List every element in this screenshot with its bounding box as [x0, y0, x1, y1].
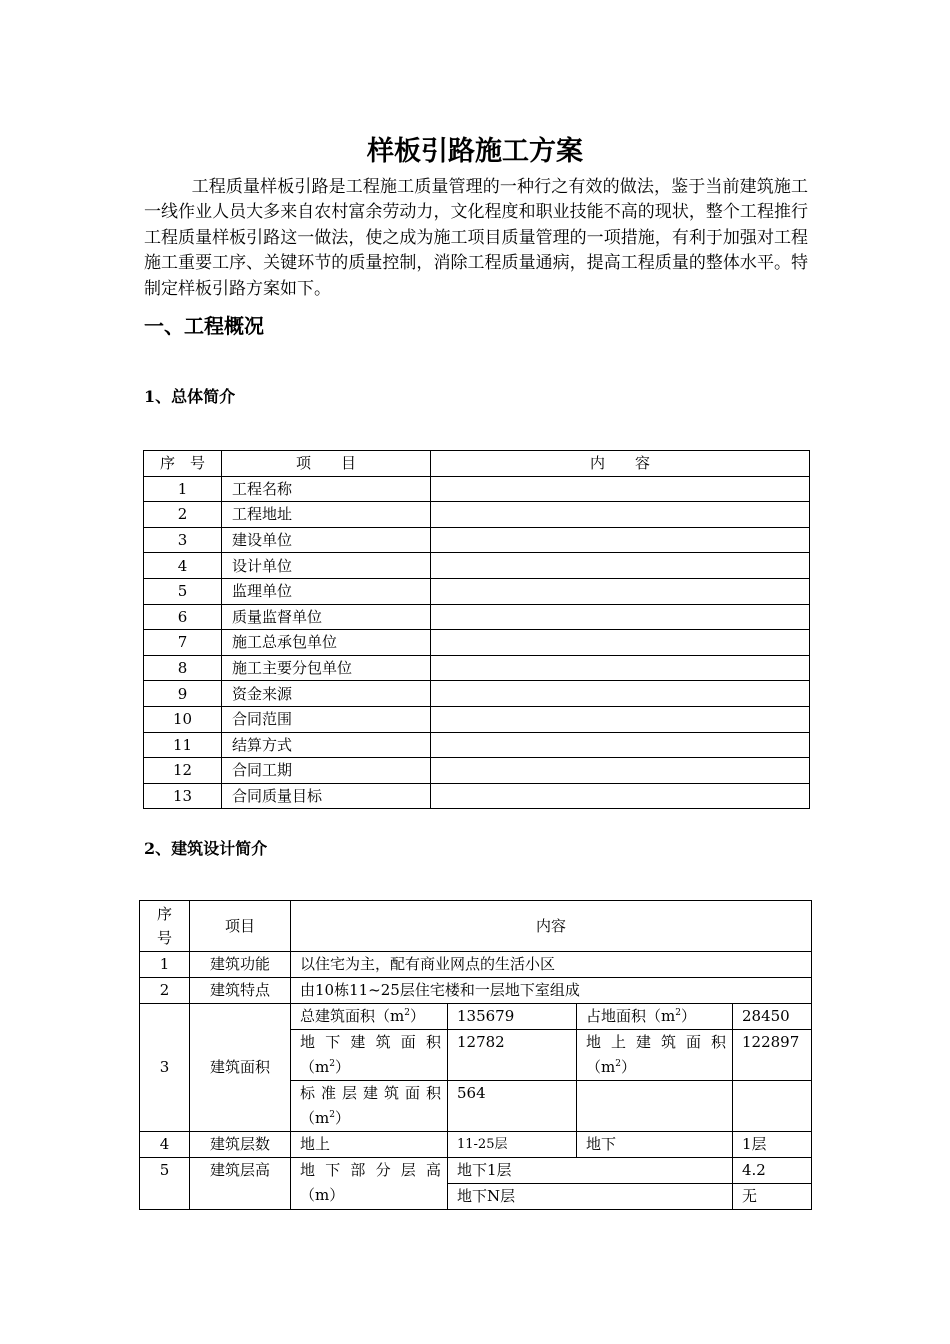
basement-n-label: 地下N层	[448, 1184, 733, 1210]
table-row	[144, 578, 810, 604]
row-item: 结算方式	[222, 732, 431, 758]
table-row	[140, 1158, 812, 1184]
row-no: 2	[140, 978, 190, 1004]
aboveground-area-label: 地上建筑面积 $(m^2)$	[577, 1030, 733, 1081]
row-content	[431, 758, 810, 784]
header-item: 项目	[190, 901, 291, 952]
row-no: 8	[144, 655, 222, 681]
table-row	[144, 476, 810, 502]
row-content	[431, 553, 810, 579]
total-area-label: 总建筑面积$(m^2)$	[291, 1004, 448, 1030]
header-content: 内 容	[431, 451, 810, 477]
row-content: 由10栋11~25层住宅楼和一层地下室组成	[291, 978, 812, 1004]
row-no: 3	[140, 1004, 190, 1132]
subheading-general: 1、总体简介	[144, 387, 236, 406]
header-item: 项 目	[222, 451, 431, 477]
underground-area-label: 地下建筑面积 $(m^2)$	[291, 1030, 448, 1081]
row-no: 4	[140, 1132, 190, 1158]
floors-above-label: 地上	[291, 1132, 448, 1158]
architecture-table	[139, 900, 812, 1210]
row-content	[431, 655, 810, 681]
row-item: 合同质量目标	[222, 783, 431, 809]
row-no: 5	[144, 578, 222, 604]
standard-floor-area-value: 564	[448, 1081, 577, 1132]
header-no: 序 号	[144, 451, 222, 477]
row-no: 1	[144, 476, 222, 502]
table-header-row	[140, 901, 812, 952]
empty-cell	[577, 1081, 733, 1132]
total-area-value: 135679	[448, 1004, 577, 1030]
row-item: 施工主要分包单位	[222, 655, 431, 681]
underground-height-label: 地下部分层高 （m）	[291, 1158, 448, 1210]
intro-paragraph: 工程质量样板引路是工程施工质量管理的一种行之有效的做法，鉴于当前建筑施工一线作业人员大多来自农村富余劳动力，文化程度和职业技能不高的现状，整个工程推行工程质量样板引路这一做法，使之成为施工项目质量管理的一项措施，有利于加强对工程施工重要工序、关键环节的质量控制，消除工程质量通病，提高工程质量的整体水平。特制定样板引路方案如下。	[144, 177, 808, 299]
row-item: 合同范围	[222, 706, 431, 732]
row-content	[431, 502, 810, 528]
section-heading-overview: 一、工程概况	[144, 314, 264, 338]
row-item: 建筑层高	[190, 1158, 291, 1210]
document-title: 样板引路施工方案	[367, 136, 583, 167]
floors-below-value: 1层	[733, 1132, 812, 1158]
subheading-architecture: 2、建筑设计简介	[144, 839, 268, 858]
row-no: 12	[144, 758, 222, 784]
floors-below-label: 地下	[577, 1132, 733, 1158]
basement-1-value: 4.2	[733, 1158, 812, 1184]
row-content	[431, 783, 810, 809]
row-item: 合同工期	[222, 758, 431, 784]
table-row	[140, 952, 812, 978]
table-row	[144, 732, 810, 758]
table-row	[140, 1132, 812, 1158]
row-content	[431, 630, 810, 656]
row-content	[431, 604, 810, 630]
basement-n-value: 无	[733, 1184, 812, 1210]
row-content: 以住宅为主，配有商业网点的生活小区	[291, 952, 812, 978]
table-row	[140, 978, 812, 1004]
header-content: 内容	[291, 901, 812, 952]
table-row	[144, 604, 810, 630]
row-no: 4	[144, 553, 222, 579]
row-item: 建筑层数	[190, 1132, 291, 1158]
row-no: 1	[140, 952, 190, 978]
table-row	[144, 630, 810, 656]
row-no: 11	[144, 732, 222, 758]
table-row	[144, 655, 810, 681]
row-item: 工程名称	[222, 476, 431, 502]
row-item: 建筑特点	[190, 978, 291, 1004]
row-content	[431, 706, 810, 732]
row-no: 2	[144, 502, 222, 528]
header-no: 序号	[140, 901, 190, 952]
row-content	[431, 476, 810, 502]
land-area-value: 28450	[733, 1004, 812, 1030]
row-no: 6	[144, 604, 222, 630]
row-item: 施工总承包单位	[222, 630, 431, 656]
standard-floor-area-label: 标准层建筑面积 $(m^2)$	[291, 1081, 448, 1132]
aboveground-area-value: 122897	[733, 1030, 812, 1081]
row-content	[431, 527, 810, 553]
table-row	[144, 706, 810, 732]
row-item: 工程地址	[222, 502, 431, 528]
row-content	[431, 681, 810, 707]
row-content	[431, 732, 810, 758]
row-no: 13	[144, 783, 222, 809]
row-content	[431, 578, 810, 604]
row-item: 质量监督单位	[222, 604, 431, 630]
table-row	[144, 681, 810, 707]
table-row	[144, 553, 810, 579]
table-row	[144, 758, 810, 784]
row-no: 5	[140, 1158, 190, 1210]
row-item: 建筑面积	[190, 1004, 291, 1132]
row-no: 7	[144, 630, 222, 656]
row-item: 资金来源	[222, 681, 431, 707]
basement-1-label: 地下1层	[448, 1158, 733, 1184]
empty-cell	[733, 1081, 812, 1132]
row-no: 3	[144, 527, 222, 553]
general-info-table	[143, 450, 810, 809]
table-row	[140, 1004, 812, 1030]
land-area-label: 占地面积$(m^2)$	[577, 1004, 733, 1030]
table-row	[144, 783, 810, 809]
table-header-row	[144, 451, 810, 477]
table-row	[144, 502, 810, 528]
underground-area-value: 12782	[448, 1030, 577, 1081]
table-row	[144, 527, 810, 553]
row-item: 设计单位	[222, 553, 431, 579]
row-item: 建筑功能	[190, 952, 291, 978]
row-no: 9	[144, 681, 222, 707]
row-item: 监理单位	[222, 578, 431, 604]
row-no: 10	[144, 706, 222, 732]
row-item: 建设单位	[222, 527, 431, 553]
floors-above-value: 11-25层	[448, 1132, 577, 1158]
